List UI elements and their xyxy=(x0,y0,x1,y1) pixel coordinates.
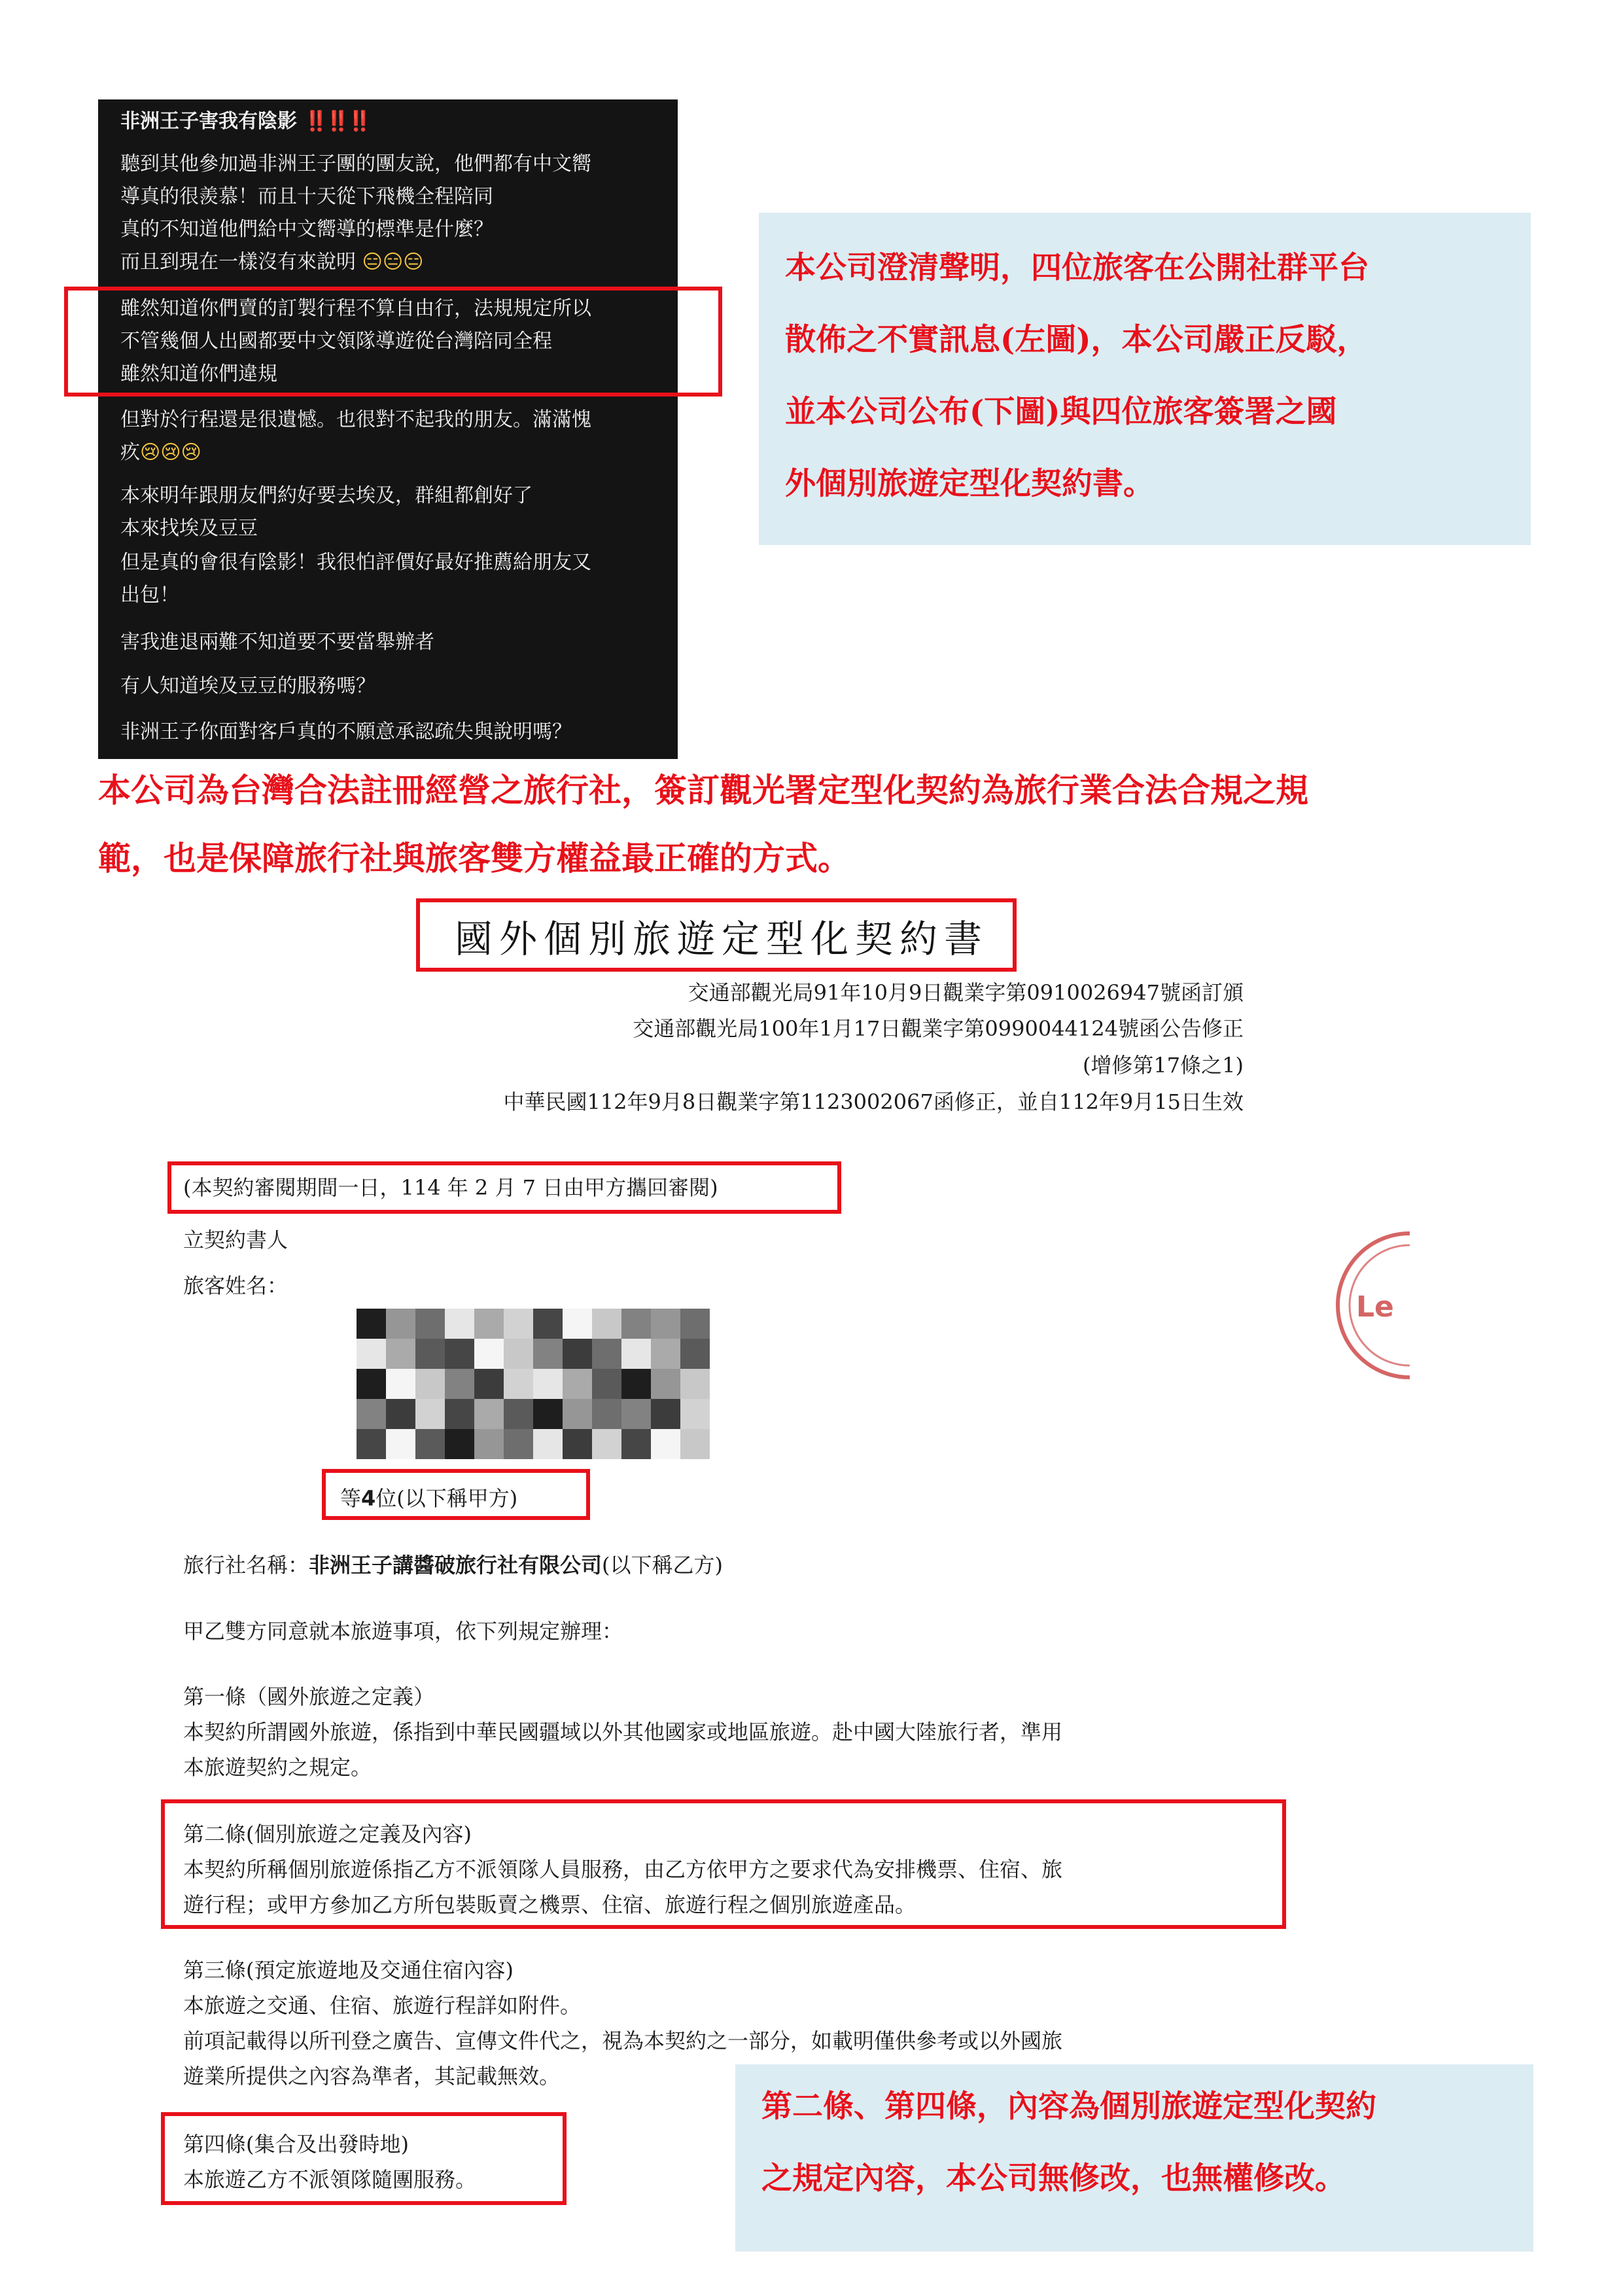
post-line: 雖然知道你們違規 xyxy=(120,362,277,385)
article-2-body: 本契約所稱個別旅遊係指乙方不派領隊人員服務，由乙方依甲方之要求代為安排機票、住宿、旅 xyxy=(183,1857,1063,1882)
count-highlight-box xyxy=(322,1469,590,1520)
traveler-count: 等4位(以下稱甲方) xyxy=(340,1486,518,1511)
article-1-body: 本旅遊契約之規定。 xyxy=(183,1755,372,1780)
post-line: 真的不知道他們給中文嚮導的標準是什麼？ xyxy=(120,218,493,241)
article-1-title: 第一條（國外旅遊之定義） xyxy=(183,1684,435,1709)
traveler-name-label: 旅客姓名： xyxy=(183,1273,288,1298)
article-2-title: 第二條(個別旅遊之定義及內容) xyxy=(183,1822,472,1846)
article-3-title: 第三條(預定旅遊地及交通住宿內容) xyxy=(183,1958,514,1983)
post-line: 本來明年跟朋友們約好要去埃及，群組都創好了 xyxy=(120,484,532,507)
callout-line: 散佈之不實訊息(左圖)，本公司嚴正反駁， xyxy=(785,322,1368,358)
callout-line: 之規定內容，本公司無修改，也無權修改。 xyxy=(761,2161,1346,2197)
agreement-line: 甲乙雙方同意就本旅遊事項，依下列規定辦理： xyxy=(183,1619,623,1644)
contract-subtitle: 交通部觀光局91年10月9日觀業字第0910026947號函訂頒 xyxy=(688,980,1244,1005)
svg-text:Le: Le xyxy=(1356,1290,1394,1324)
review-period-note: (本契約審閱期間一日，114 年 2 月 7 日由甲方攜回審閱) xyxy=(183,1175,718,1200)
post-line: 但對於行程還是很遺憾。也很對不起我的朋友。滿滿愧 xyxy=(120,408,591,431)
contract-subtitle: 中華民國112年9月8日觀業字第1123002067函修正，並自112年9月15日生效 xyxy=(503,1089,1244,1114)
post-line: 而且到現在一樣沒有來說明 😑😑😑 xyxy=(120,251,424,274)
no-modification-callout xyxy=(735,2064,1533,2252)
agency-line: 旅行社名稱：非洲王子講醬破旅行社有限公司(以下稱乙方) xyxy=(183,1553,724,1578)
post-line: 不管幾個人出國都要中文領隊導遊從台灣陪同全程 xyxy=(120,330,552,353)
post-line: 非洲王子你面對客戶真的不願意承認疏失與說明嗎？ xyxy=(120,720,572,743)
company-seal-stamp xyxy=(1299,1230,1410,1381)
contract-subtitle: (增修第17條之1) xyxy=(1082,1053,1244,1078)
post-line: 雖然知道你們賣的訂製行程不算自由行，法規規定所以 xyxy=(120,297,591,320)
social-post-screenshot xyxy=(98,99,678,759)
article-3-body: 遊業所提供之內容為準者，其記載無效。 xyxy=(183,2064,561,2089)
callout-line: 外個別旅遊定型化契約書。 xyxy=(785,466,1154,502)
callout-line: 本公司澄清聲明，四位旅客在公開社群平台 xyxy=(785,250,1369,286)
post-line: 聽到其他參加過非洲王子團的團友說，他們都有中文嚮 xyxy=(120,152,591,175)
post-line: 本來找埃及豆豆 xyxy=(120,517,258,540)
party-label: 立契約書人 xyxy=(183,1227,288,1252)
post-line: 非洲王子害我有陰影 ‼️‼️‼️ xyxy=(120,110,370,133)
article-1-body: 本契約所謂國外旅遊，係指到中華民國疆域以外其他國家或地區旅遊。赴中國大陸旅行者，準用 xyxy=(183,1720,1063,1744)
post-highlight-box xyxy=(64,287,722,397)
callout-line: 第二條、第四條，內容為個別旅遊定型化契約 xyxy=(761,2089,1376,2125)
post-line: 出包！ xyxy=(120,584,179,607)
clarification-callout xyxy=(759,213,1531,545)
article-3-body: 前項記載得以所刊登之廣告、宣傳文件代之，視為本契約之一部分，如載明僅供參考或以外國旅 xyxy=(183,2028,1063,2053)
expressionless-face-emoji: 😑😑😑 xyxy=(362,251,424,274)
article-3-body: 本旅遊之交通、住宿、旅遊行程詳如附件。 xyxy=(183,1993,582,2018)
company-statement-line: 本公司為台灣合法註冊經營之旅行社，簽訂觀光署定型化契約為旅行業合法合規之規 xyxy=(98,771,1308,809)
article-2-highlight-box xyxy=(161,1799,1286,1929)
post-line: 但是真的會很有陰影！我很怕評價好最好推薦給朋友又 xyxy=(120,551,591,574)
callout-line: 並本公司公布(下圖)與四位旅客簽署之國 xyxy=(785,394,1337,430)
post-line: 有人知道埃及豆豆的服務嗎？ xyxy=(120,675,375,698)
post-line: 疚😢😢😢 xyxy=(120,441,201,464)
exclamation-emoji: ‼️‼️‼️ xyxy=(304,110,370,133)
article-4-body: 本旅遊乙方不派領隊隨團服務。 xyxy=(183,2167,477,2192)
post-line: 害我進退兩難不知道要不要當舉辦者 xyxy=(120,631,434,654)
contract-subtitle: 交通部觀光局100年1月17日觀業字第0990044124號函公告修正 xyxy=(633,1016,1244,1041)
post-line: 導真的很羨慕！而且十天從下飛機全程陪同 xyxy=(120,185,493,208)
article-2-body: 遊行程；或甲方參加乙方所包裝販賣之機票、住宿、旅遊行程之個別旅遊產品。 xyxy=(183,1892,916,1917)
crying-face-emoji: 😢😢😢 xyxy=(140,441,201,464)
article-4-highlight-box xyxy=(161,2112,567,2205)
contract-title: 國外個別旅遊定型化契約書 xyxy=(455,917,989,961)
review-highlight-box xyxy=(167,1161,841,1214)
company-statement-line: 範，也是保障旅行社與旅客雙方權益最正確的方式。 xyxy=(98,839,850,877)
redacted-names-mosaic xyxy=(357,1309,710,1459)
agency-name: 非洲王子講醬破旅行社有限公司 xyxy=(309,1553,602,1578)
title-highlight-box xyxy=(416,898,1017,972)
article-4-title: 第四條(集合及出發時地) xyxy=(183,2132,409,2157)
